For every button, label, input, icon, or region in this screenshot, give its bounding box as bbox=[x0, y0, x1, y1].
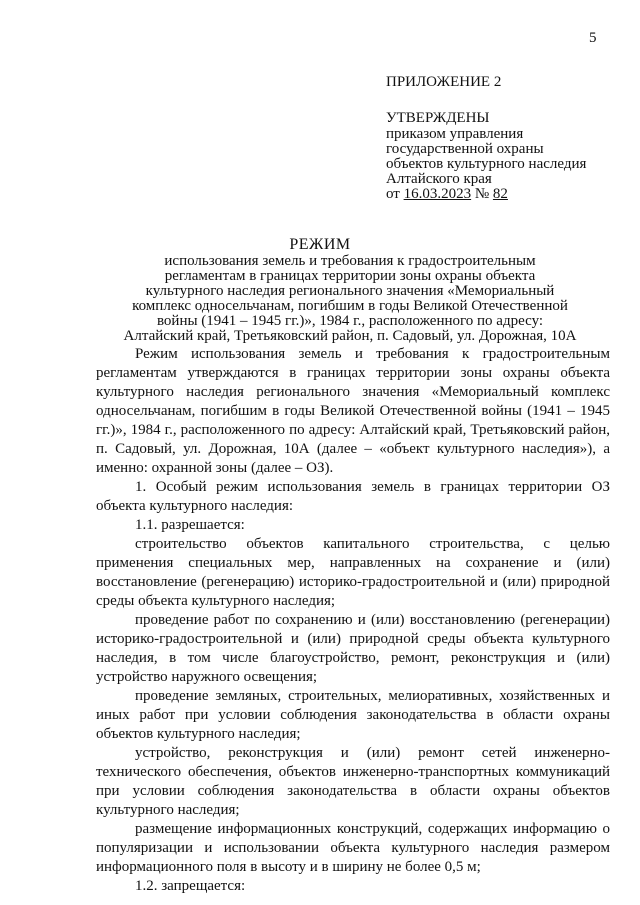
intro-paragraph: Режим использования земель и требования к градостроительным регламентам утверждаются в границах территории зоны охраны объекта культурного наследия регионального значения «Мемориальный комплекс односельчанам, погибшим в годы Великой Отечественной войны (1941 – 1945 гг.)», 1984 г., расположенного по адресу: Алтайский край, Третьяковский район, п. Садовый, ул. Дорожная, 10А (далее – «объект культурного наследия»), а именно: охранной зоны (далее – ОЗ). bbox=[96, 346, 610, 476]
approval-block bbox=[386, 111, 636, 202]
allowed-item: проведение земляных, строительных, мелиоративных, хозяйственных и иных работ при условии соблюдения законодательства в области охраны объектов культурного наследия; bbox=[96, 688, 610, 742]
document-title: РЕЖИМ bbox=[289, 236, 351, 253]
page-number: 5 bbox=[589, 30, 597, 46]
subtitle-line: использования земель и требования к градостроительным bbox=[164, 253, 536, 269]
subsection-prohibited: 1.2. запрещается: bbox=[135, 878, 246, 894]
approval-line: объектов культурного наследия bbox=[386, 156, 587, 172]
appendix-label: ПРИЛОЖЕНИЕ 2 bbox=[386, 74, 502, 90]
subtitle-line: войны (1941 – 1945 гг.)», 1984 г., расположенного по адресу: bbox=[156, 313, 544, 329]
section-heading: 1. Особый режим использования земель в границах территории ОЗ объекта культурного наследия: bbox=[96, 479, 610, 514]
document-body bbox=[96, 345, 610, 896]
allowed-item: проведение работ по сохранению и (или) восстановлению (регенерации) историко-градостроительной и (или) природной среды объекта культурного наследия, в том числе благоустройство, ремонт, реконструкция и (или) устройство наружного освещения; bbox=[96, 612, 610, 685]
document-subtitle bbox=[110, 254, 590, 344]
subsection-allowed: 1.1. разрешается: bbox=[135, 517, 245, 533]
approval-line: приказом управления bbox=[386, 126, 524, 142]
subtitle-line: культурного наследия регионального значения «Мемориальный bbox=[145, 283, 555, 299]
approval-line: Алтайского края bbox=[386, 171, 492, 187]
subtitle-line: регламентам в границах территории зоны охраны объекта bbox=[164, 268, 536, 284]
approval-number: 82 bbox=[492, 186, 508, 202]
approval-date-line bbox=[386, 187, 636, 202]
approval-date: 16.03.2023 bbox=[403, 186, 472, 202]
allowed-item: размещение информационных конструкций, содержащих информацию о популяризации и использовании объекта культурного наследия размером информационного поля в высоту и в ширину не более 0,5 м; bbox=[96, 821, 610, 875]
subtitle-line: комплекс односельчанам, погибшим в годы Великой Отечественной bbox=[132, 298, 568, 314]
subtitle-line: Алтайский край, Третьяковский район, п. Садовый, ул. Дорожная, 10А bbox=[123, 328, 577, 344]
approval-heading: УТВЕРЖДЕНЫ bbox=[386, 110, 490, 126]
approval-number-sign: № bbox=[471, 186, 493, 202]
allowed-item: строительство объектов капитального строительства, с целью применения специальных мер, направленных на сохранение и (или) восстановление (регенерацию) историко-градостроительной и (или) природной среды объекта культурного наследия; bbox=[96, 536, 610, 609]
approval-line: государственной охраны bbox=[386, 141, 544, 157]
allowed-item: устройство, реконструкция и (или) ремонт сетей инженерно-технического обеспечения, объектов инженерно-транспортных коммуникаций при условии соблюдения законодательства в области охраны объектов культурного наследия; bbox=[96, 745, 610, 818]
approval-date-prefix: от bbox=[386, 186, 404, 202]
